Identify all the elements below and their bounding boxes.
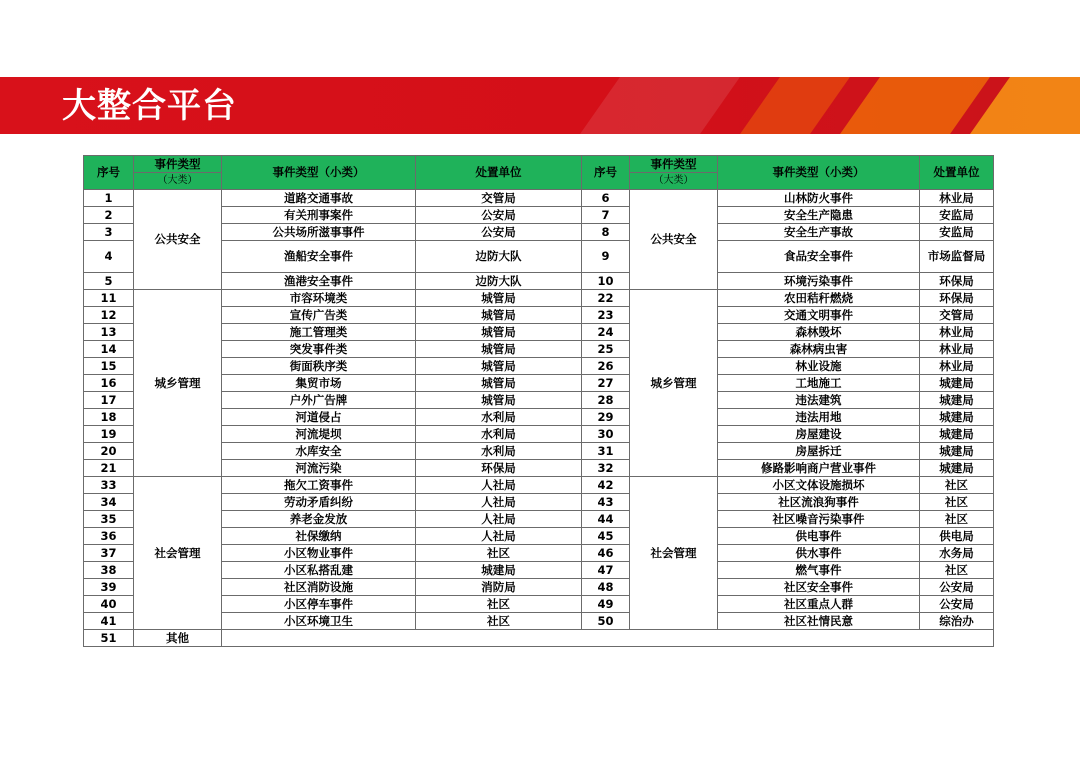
major-category-cell: 社会管理 — [630, 477, 718, 630]
seq-cell: 21 — [84, 460, 134, 477]
minor-category-cell: 施工管理类 — [222, 324, 416, 341]
seq-cell: 35 — [84, 511, 134, 528]
minor-category-cell: 社区流浪狗事件 — [718, 494, 920, 511]
header-major-category — [134, 156, 222, 190]
minor-category-cell: 公共场所滋事事件 — [222, 224, 416, 241]
seq-cell: 19 — [84, 426, 134, 443]
header-major-category — [630, 156, 718, 190]
seq-cell: 10 — [582, 273, 630, 290]
minor-category-cell: 小区物业事件 — [222, 545, 416, 562]
minor-category-cell: 社保缴纳 — [222, 528, 416, 545]
unit-cell: 供电局 — [920, 528, 994, 545]
unit-cell: 社区 — [920, 562, 994, 579]
table-row — [84, 477, 994, 494]
seq-cell: 39 — [84, 579, 134, 596]
seq-cell: 27 — [582, 375, 630, 392]
seq-cell: 13 — [84, 324, 134, 341]
unit-cell: 人社局 — [416, 494, 582, 511]
title-banner — [0, 77, 1080, 134]
minor-category-cell: 宣传广告类 — [222, 307, 416, 324]
unit-cell: 城建局 — [920, 409, 994, 426]
seq-cell: 45 — [582, 528, 630, 545]
unit-cell: 环保局 — [416, 460, 582, 477]
major-category-cell: 公共安全 — [134, 190, 222, 290]
minor-category-cell: 社区重点人群 — [718, 596, 920, 613]
seq-cell: 50 — [582, 613, 630, 630]
minor-category-cell: 小区私搭乱建 — [222, 562, 416, 579]
minor-category-cell: 小区环境卫生 — [222, 613, 416, 630]
seq-cell: 29 — [582, 409, 630, 426]
minor-category-cell: 环境污染事件 — [718, 273, 920, 290]
seq-cell: 4 — [84, 241, 134, 273]
seq-cell: 47 — [582, 562, 630, 579]
unit-cell: 社区 — [416, 596, 582, 613]
seq-cell: 40 — [84, 596, 134, 613]
minor-category-cell: 街面秩序类 — [222, 358, 416, 375]
minor-category-cell: 违法建筑 — [718, 392, 920, 409]
unit-cell: 人社局 — [416, 477, 582, 494]
unit-cell: 城建局 — [920, 375, 994, 392]
seq-cell: 8 — [582, 224, 630, 241]
empty-cell — [222, 630, 994, 647]
unit-cell: 公安局 — [920, 596, 994, 613]
unit-cell: 安监局 — [920, 224, 994, 241]
minor-category-cell: 燃气事件 — [718, 562, 920, 579]
banner-stripe — [840, 77, 990, 134]
unit-cell: 城管局 — [416, 375, 582, 392]
seq-cell: 2 — [84, 207, 134, 224]
seq-cell: 6 — [582, 190, 630, 207]
table-body — [84, 190, 994, 647]
unit-cell: 城建局 — [416, 562, 582, 579]
minor-category-cell: 养老金发放 — [222, 511, 416, 528]
unit-cell: 水利局 — [416, 426, 582, 443]
header-major-sub: （大类） — [134, 172, 221, 188]
unit-cell: 林业局 — [920, 358, 994, 375]
header-unit: 处置单位 — [416, 156, 582, 190]
banner-stripe — [580, 77, 740, 134]
minor-category-cell: 供电事件 — [718, 528, 920, 545]
header-seq: 序号 — [582, 156, 630, 190]
unit-cell: 城建局 — [920, 443, 994, 460]
seq-cell: 7 — [582, 207, 630, 224]
seq-cell: 1 — [84, 190, 134, 207]
header-minor-category: 事件类型（小类） — [222, 156, 416, 190]
seq-cell: 14 — [84, 341, 134, 358]
seq-cell: 36 — [84, 528, 134, 545]
header-major-label: 事件类型 — [154, 157, 201, 171]
seq-cell: 34 — [84, 494, 134, 511]
minor-category-cell: 安全生产隐患 — [718, 207, 920, 224]
seq-cell: 18 — [84, 409, 134, 426]
seq-cell: 15 — [84, 358, 134, 375]
minor-category-cell: 河道侵占 — [222, 409, 416, 426]
unit-cell: 交管局 — [416, 190, 582, 207]
unit-cell: 环保局 — [920, 290, 994, 307]
unit-cell: 公安局 — [416, 207, 582, 224]
banner-stripe — [740, 77, 850, 134]
banner-stripe — [970, 77, 1080, 134]
seq-cell: 48 — [582, 579, 630, 596]
minor-category-cell: 突发事件类 — [222, 341, 416, 358]
major-category-cell: 城乡管理 — [630, 290, 718, 477]
unit-cell: 林业局 — [920, 324, 994, 341]
unit-cell: 社区 — [920, 494, 994, 511]
minor-category-cell: 修路影响商户营业事件 — [718, 460, 920, 477]
table-header-row — [84, 156, 994, 190]
table-row — [84, 290, 994, 307]
seq-cell: 38 — [84, 562, 134, 579]
major-category-cell: 社会管理 — [134, 477, 222, 630]
unit-cell: 城管局 — [416, 358, 582, 375]
seq-cell: 3 — [84, 224, 134, 241]
seq-cell: 22 — [582, 290, 630, 307]
seq-cell: 41 — [84, 613, 134, 630]
minor-category-cell: 小区文体设施损坏 — [718, 477, 920, 494]
minor-category-cell: 供水事件 — [718, 545, 920, 562]
major-category-cell: 城乡管理 — [134, 290, 222, 477]
seq-cell: 42 — [582, 477, 630, 494]
minor-category-cell: 违法用地 — [718, 409, 920, 426]
unit-cell: 人社局 — [416, 528, 582, 545]
seq-cell: 49 — [582, 596, 630, 613]
unit-cell: 城建局 — [920, 426, 994, 443]
minor-category-cell: 有关刑事案件 — [222, 207, 416, 224]
minor-category-cell: 农田秸秆燃烧 — [718, 290, 920, 307]
header-minor-category: 事件类型（小类） — [718, 156, 920, 190]
unit-cell: 城管局 — [416, 392, 582, 409]
unit-cell: 林业局 — [920, 341, 994, 358]
unit-cell: 公安局 — [416, 224, 582, 241]
minor-category-cell: 劳动矛盾纠纷 — [222, 494, 416, 511]
unit-cell: 城建局 — [920, 460, 994, 477]
minor-category-cell: 河流污染 — [222, 460, 416, 477]
minor-category-cell: 食品安全事件 — [718, 241, 920, 273]
minor-category-cell: 社区安全事件 — [718, 579, 920, 596]
seq-cell: 30 — [582, 426, 630, 443]
unit-cell: 水利局 — [416, 443, 582, 460]
minor-category-cell: 社区社情民意 — [718, 613, 920, 630]
seq-cell: 46 — [582, 545, 630, 562]
minor-category-cell: 渔船安全事件 — [222, 241, 416, 273]
seq-cell: 24 — [582, 324, 630, 341]
unit-cell: 城管局 — [416, 307, 582, 324]
unit-cell: 公安局 — [920, 579, 994, 596]
seq-cell: 17 — [84, 392, 134, 409]
unit-cell: 边防大队 — [416, 273, 582, 290]
unit-cell: 社区 — [920, 511, 994, 528]
unit-cell: 交管局 — [920, 307, 994, 324]
minor-category-cell: 水库安全 — [222, 443, 416, 460]
minor-category-cell: 安全生产事故 — [718, 224, 920, 241]
major-category-cell: 其他 — [134, 630, 222, 647]
unit-cell: 安监局 — [920, 207, 994, 224]
unit-cell: 边防大队 — [416, 241, 582, 273]
minor-category-cell: 交通文明事件 — [718, 307, 920, 324]
minor-category-cell: 林业设施 — [718, 358, 920, 375]
minor-category-cell: 工地施工 — [718, 375, 920, 392]
seq-cell: 12 — [84, 307, 134, 324]
header-unit: 处置单位 — [920, 156, 994, 190]
event-category-table — [83, 155, 994, 647]
seq-cell: 11 — [84, 290, 134, 307]
minor-category-cell: 森林病虫害 — [718, 341, 920, 358]
seq-cell: 31 — [582, 443, 630, 460]
minor-category-cell: 房屋建设 — [718, 426, 920, 443]
minor-category-cell: 社区噪音污染事件 — [718, 511, 920, 528]
seq-cell: 16 — [84, 375, 134, 392]
minor-category-cell: 河流堤坝 — [222, 426, 416, 443]
seq-cell: 23 — [582, 307, 630, 324]
unit-cell: 城管局 — [416, 290, 582, 307]
unit-cell: 社区 — [920, 477, 994, 494]
seq-cell: 51 — [84, 630, 134, 647]
unit-cell: 社区 — [416, 613, 582, 630]
minor-category-cell: 山林防火事件 — [718, 190, 920, 207]
seq-cell: 26 — [582, 358, 630, 375]
minor-category-cell: 社区消防设施 — [222, 579, 416, 596]
header-seq: 序号 — [84, 156, 134, 190]
seq-cell: 37 — [84, 545, 134, 562]
seq-cell: 44 — [582, 511, 630, 528]
major-category-cell: 公共安全 — [630, 190, 718, 290]
unit-cell: 社区 — [416, 545, 582, 562]
minor-category-cell: 小区停车事件 — [222, 596, 416, 613]
table-row — [84, 190, 994, 207]
minor-category-cell: 渔港安全事件 — [222, 273, 416, 290]
seq-cell: 28 — [582, 392, 630, 409]
minor-category-cell: 市容环境类 — [222, 290, 416, 307]
minor-category-cell: 拖欠工资事件 — [222, 477, 416, 494]
minor-category-cell: 集贸市场 — [222, 375, 416, 392]
table-row-other — [84, 630, 994, 647]
unit-cell: 市场监督局 — [920, 241, 994, 273]
minor-category-cell: 森林毁坏 — [718, 324, 920, 341]
unit-cell: 水利局 — [416, 409, 582, 426]
unit-cell: 城管局 — [416, 341, 582, 358]
seq-cell: 9 — [582, 241, 630, 273]
unit-cell: 水务局 — [920, 545, 994, 562]
minor-category-cell: 户外广告牌 — [222, 392, 416, 409]
page-title: 大整合平台 — [62, 86, 237, 126]
minor-category-cell: 道路交通事故 — [222, 190, 416, 207]
unit-cell: 人社局 — [416, 511, 582, 528]
seq-cell: 33 — [84, 477, 134, 494]
unit-cell: 城建局 — [920, 392, 994, 409]
unit-cell: 林业局 — [920, 190, 994, 207]
unit-cell: 综治办 — [920, 613, 994, 630]
header-major-label: 事件类型 — [650, 157, 697, 171]
seq-cell: 32 — [582, 460, 630, 477]
seq-cell: 43 — [582, 494, 630, 511]
unit-cell: 环保局 — [920, 273, 994, 290]
minor-category-cell: 房屋拆迁 — [718, 443, 920, 460]
header-major-sub: （大类） — [630, 172, 717, 188]
unit-cell: 城管局 — [416, 324, 582, 341]
seq-cell: 5 — [84, 273, 134, 290]
seq-cell: 20 — [84, 443, 134, 460]
unit-cell: 消防局 — [416, 579, 582, 596]
seq-cell: 25 — [582, 341, 630, 358]
